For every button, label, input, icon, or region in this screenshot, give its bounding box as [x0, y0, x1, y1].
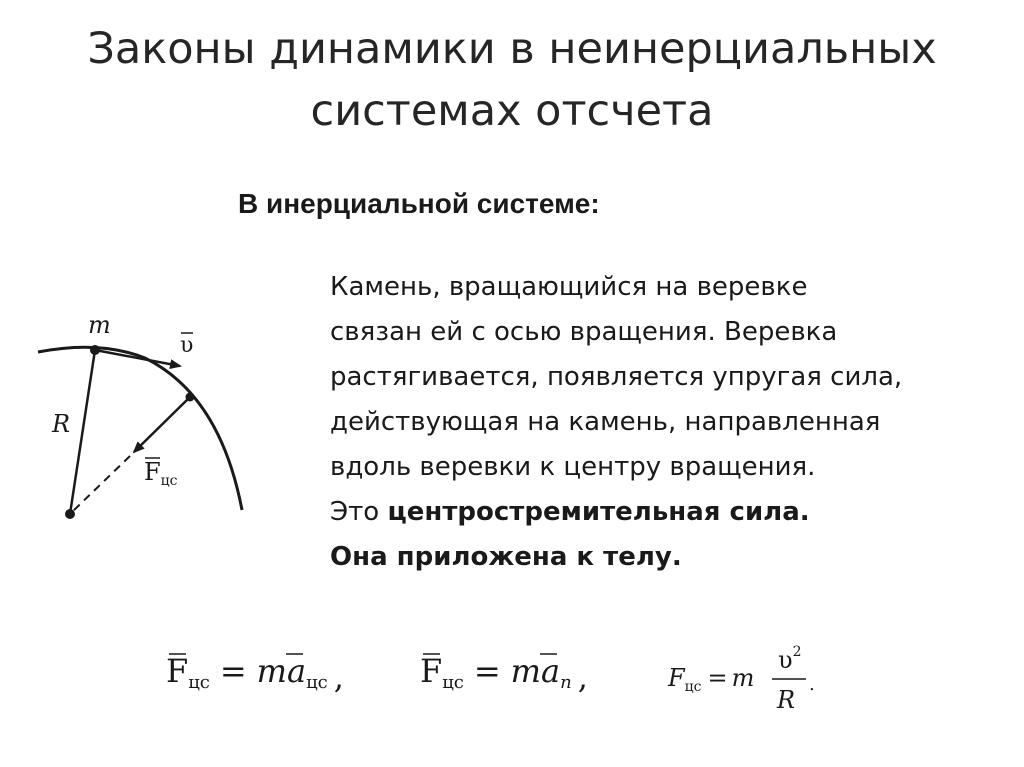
- radius-label: R: [52, 410, 71, 438]
- formula-3-velocity-exponent: 2: [792, 644, 802, 660]
- mass-label: m: [88, 311, 111, 339]
- paragraph-line-1: Камень, вращающийся на веревке: [330, 272, 808, 302]
- formula-1-mass: m: [256, 652, 288, 690]
- svg-text:Fцс=m: [667, 664, 754, 695]
- radius-line: [70, 350, 95, 514]
- paragraph-line-6-prefix: Это: [330, 497, 388, 527]
- velocity-label: υ: [180, 333, 194, 358]
- centripetal-force-term: центростремительная сила.: [387, 497, 810, 527]
- velocity-arrow: [95, 350, 180, 366]
- formula-1-lhs: F: [166, 652, 189, 690]
- formula-3-period: .: [809, 674, 815, 695]
- paragraph-line-6: [330, 490, 1020, 535]
- mass-point: [90, 345, 100, 355]
- formula-1-acceleration: a: [287, 652, 307, 690]
- formula-2-lhs-subscript: цс: [442, 672, 464, 693]
- paragraph-line-4: действующая на камень, направленная: [330, 407, 881, 437]
- slide-title: [0, 18, 1024, 142]
- formula-2-lhs: F: [420, 652, 443, 690]
- formula-3-equals: =: [707, 664, 728, 692]
- svg-text:Fцс=man,: [420, 652, 588, 696]
- formula-3-velocity: υ: [778, 646, 793, 674]
- formula-1-lhs-subscript: цс: [188, 672, 210, 693]
- paragraph-line-5: вдоль веревки к центру вращения.: [330, 452, 816, 482]
- formula-1-acceleration-subscript: цс: [306, 672, 328, 693]
- formula-newton-centripetal: [166, 652, 344, 696]
- title-line-2: системах отсчета: [310, 86, 714, 136]
- formula-2-equals: =: [473, 652, 501, 690]
- formula-3-denominator: R: [777, 686, 796, 714]
- formula-2-mass: m: [510, 652, 542, 690]
- formula-normal-acceleration: [420, 652, 588, 696]
- formula-3-mass: m: [731, 664, 755, 692]
- circular-motion-diagram: [30, 300, 260, 530]
- paragraph-line-7: [330, 535, 1020, 580]
- center-of-rotation-point: [65, 509, 75, 519]
- force-line-extension: [72, 456, 130, 512]
- force-label: $F_{цс}$: [144, 458, 178, 489]
- formula-3-numerator: [778, 644, 802, 674]
- section-subtitle: В инерциальной системе:: [238, 188, 600, 219]
- formula-2-acceleration-subscript: n: [560, 672, 572, 693]
- formulas-row: [160, 630, 860, 730]
- applied-to-body-note: Она приложена к телу.: [330, 542, 682, 572]
- paragraph-line-2: связан ей с осью вращения. Веревка: [330, 317, 838, 347]
- formula-3-lhs: F: [668, 664, 685, 692]
- formula-2-acceleration: a: [541, 652, 561, 690]
- formula-1-comma: ,: [333, 658, 344, 696]
- centripetal-force-arrow: [134, 397, 190, 452]
- svg-text:Fцс=maцс,: [166, 652, 344, 696]
- formula-2-comma: ,: [577, 658, 588, 696]
- explanation-paragraph: [330, 265, 1020, 580]
- formula-1-equals: =: [219, 652, 247, 690]
- formula-3-lhs-subscript: цс: [684, 679, 702, 695]
- title-line-1: Законы динамики в неинерциальных: [87, 24, 937, 74]
- formula-centripetal-magnitude: [667, 644, 815, 714]
- paragraph-line-3: растягивается, появляется упругая сила,: [330, 362, 903, 392]
